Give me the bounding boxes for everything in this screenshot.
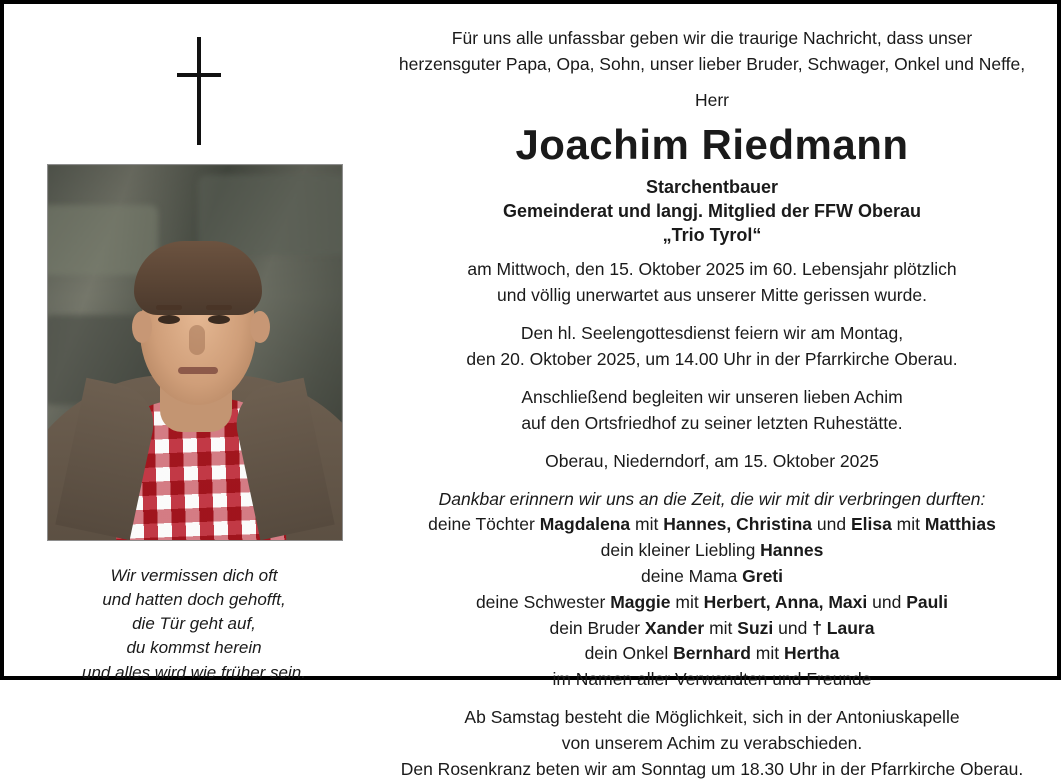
salutation: Herr (694, 89, 730, 110)
family-line: deine Mama Greti (640, 565, 784, 586)
family-line: im Namen aller Verwandten und Freunde (552, 669, 872, 690)
closing-note (367, 705, 1057, 783)
portrait-eye-right (208, 315, 230, 324)
portrait-nose (189, 325, 205, 355)
closing-line: von unserem Achim zu verabschieden. (561, 733, 863, 754)
family-line: dein Onkel Bernhard mit Hertha (584, 643, 840, 664)
verse-line: du kommst herein (126, 638, 262, 658)
family-line: dein kleiner Liebling Hannes (600, 539, 824, 560)
verse-line: und hatten doch gehofft, (102, 590, 286, 610)
burial-line: auf den Ortsfriedhof zu seiner letzten Ruhestätte. (521, 412, 903, 433)
family-line: dein Bruder Xander mit Suzi und † Laura (549, 617, 875, 638)
roles-block (367, 175, 1057, 248)
death-announcement (367, 257, 1057, 309)
right-column (367, 25, 1057, 783)
left-column (29, 19, 359, 682)
lead-line: herzensguter Papa, Opa, Sohn, unser lieber Bruder, Schwager, Onkel und Neffe, (398, 54, 1026, 75)
notice-inner-frame (10, 10, 1051, 780)
cross-vertical-bar (197, 37, 201, 145)
verse-line: und alles wird wie früher sein. (82, 662, 306, 682)
role-line: Starchentbauer (645, 176, 779, 197)
portrait-eye-left (158, 315, 180, 324)
thanks-line: Dankbar erinnern wir uns an die Zeit, die wir mit dir verbringen durften: (438, 488, 986, 509)
portrait-ear-right (250, 311, 270, 343)
verse-line: die Tür geht auf, (132, 614, 256, 634)
verse-line: Wir vermissen dich oft (110, 566, 278, 585)
family-line: deine Töchter Magdalena mit Hannes, Christina und Elisa mit Matthias (428, 514, 996, 534)
death-line: und völlig unerwartet aus unserer Mitte gerissen wurde. (497, 285, 927, 306)
lead-paragraph (367, 25, 1057, 78)
family-list (367, 512, 1057, 693)
role-line: Gemeinderat und langj. Mitglied der FFW Oberau (502, 200, 922, 221)
portrait-brow-right (206, 305, 232, 310)
place-and-date: Oberau, Niederndorf, am 15. Oktober 2025 (545, 450, 879, 471)
role-line: „Trio Tyrol“ (662, 225, 762, 246)
portrait-ear-left (132, 311, 152, 343)
memorial-verse (29, 564, 359, 685)
burial-line: Anschließend begleiten wir unseren lieben Achim (521, 386, 903, 407)
service-line: Den hl. Seelengottesdienst feiern wir am Montag, (520, 323, 904, 344)
service-details (367, 321, 1057, 373)
burial-details (367, 385, 1057, 437)
deceased-name: Joachim Riedmann (515, 120, 909, 168)
portrait-brow-left (156, 305, 182, 310)
family-line: deine Schwester Maggie mit Herbert, Anna, Maxi und Pauli (475, 591, 949, 612)
service-line: den 20. Oktober 2025, um 14.00 Uhr in der Pfarrkirche Oberau. (466, 349, 958, 370)
cross-icon (177, 37, 221, 145)
portrait-mouth (178, 367, 218, 374)
portrait-photo (47, 164, 343, 541)
cross-horizontal-bar (177, 73, 221, 77)
lead-line: Für uns alle unfassbar geben wir die traurige Nachricht, dass unser (451, 28, 973, 48)
closing-line: Ab Samstag besteht die Möglichkeit, sich in der Antoniuskapelle (464, 707, 960, 728)
portrait-hair (134, 241, 262, 315)
death-line: am Mittwoch, den 15. Oktober 2025 im 60. Lebensjahr plötzlich (467, 259, 957, 280)
closing-line: Den Rosenkranz beten wir am Sonntag um 18.30 Uhr in der Pfarrkirche Oberau. (400, 759, 1024, 780)
